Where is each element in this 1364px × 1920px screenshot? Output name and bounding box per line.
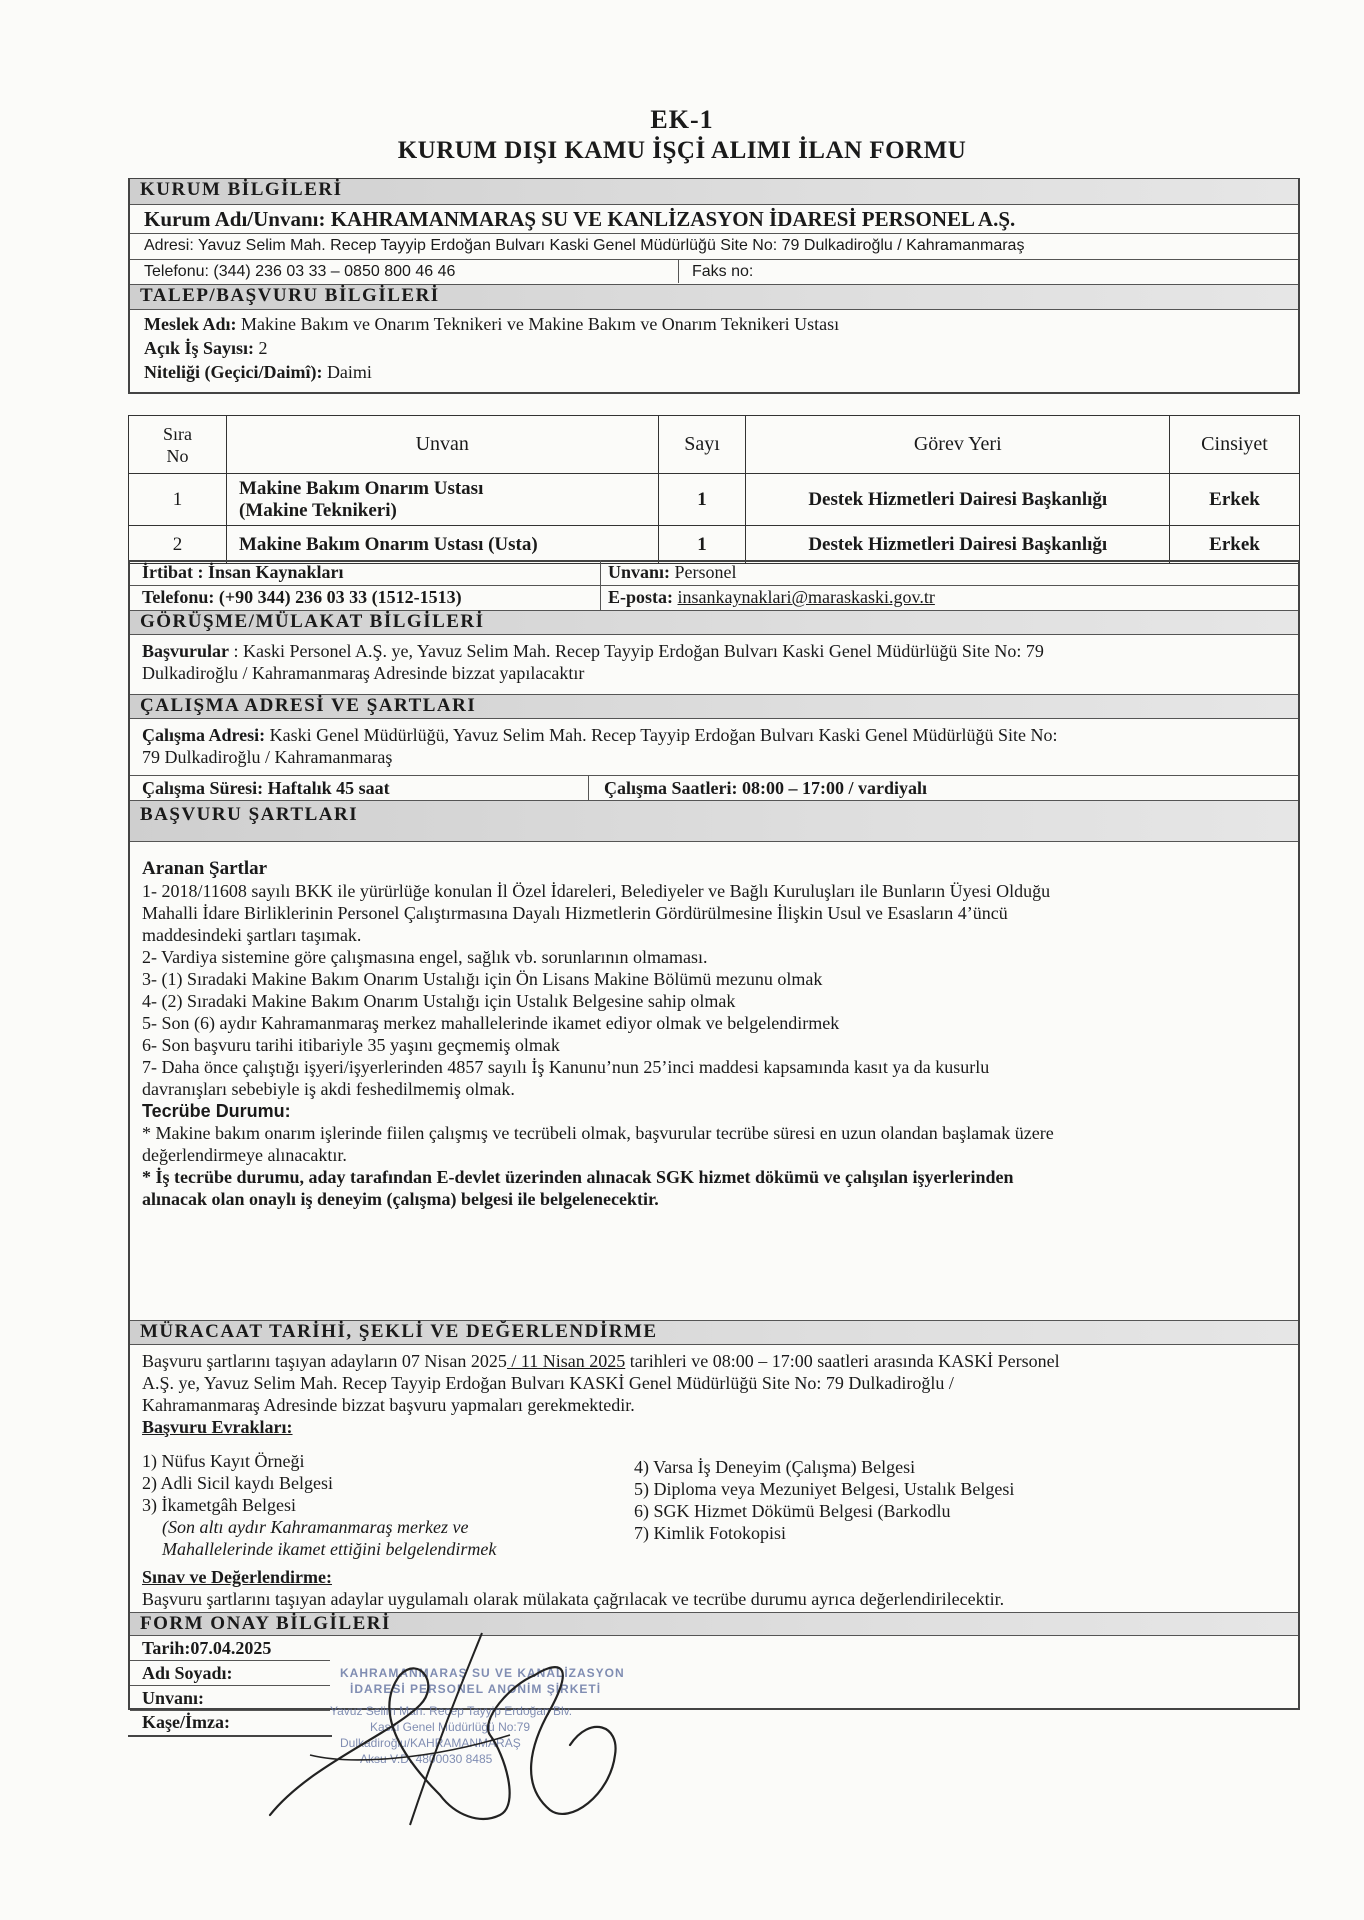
section-kurum: KURUM BİLGİLERİ [130, 179, 1298, 205]
signature [250, 1615, 670, 1845]
evrak-item: 6) SGK Hizmet Dökümü Belgesi (Barkodlu [634, 1501, 951, 1521]
onay-tarih: Tarih:07.04.2025 [142, 1638, 272, 1658]
nitelik-value: Daimi [326, 362, 372, 382]
tecrube-1b: değerlendirmeye alınacaktır. [142, 1145, 347, 1165]
evrak-item: 2) Adli Sicil kaydı Belgesi [142, 1473, 333, 1493]
evrak-left [142, 1450, 622, 1560]
header-gorev-yeri: Görev Yeri [746, 416, 1170, 474]
annex-number: EK-1 [650, 105, 714, 134]
row-cinsiyet: Erkek [1170, 526, 1300, 564]
irtibat-unvan-value: Personel [674, 562, 737, 582]
evrak-item: 3) İkametgâh Belgesi [142, 1495, 296, 1515]
row-gorev-yeri: Destek Hizmetleri Dairesi Başkanlığı [746, 474, 1170, 526]
row-cinsiyet: Erkek [1170, 474, 1300, 526]
sinav-title: Sınav ve Değerlendirme: [142, 1567, 332, 1587]
evrak-title: Başvuru Evrakları: [142, 1417, 293, 1437]
muracaat-line3: Kahramanmaraş Adresinde bizzat başvuru yapmaları gerekmektedir. [142, 1395, 635, 1415]
tecrube-2b: alınacak olan onaylı iş deneyim (çalışma) belgesi ile belgelenecektir. [142, 1189, 659, 1209]
irtibat-phone: Telefonu: (+90 344) 236 03 33 (1512-1513) [142, 587, 462, 607]
acik-label: Açık İş Sayısı: [144, 338, 255, 358]
kurum-phone: Telefonu: (344) 236 03 33 – 0850 800 46 46 [144, 263, 456, 280]
muracaat-line1a: Başvuru şartlarını taşıyan adayların 07 Nisan 2025 [142, 1351, 507, 1371]
sart-item: Mahalli İdare Birliklerinin Personel Çalıştırmasına Dayalı Hizmetlerin Gördürülmesine İlişkin Usul ve Esasların 4’üncü [142, 903, 1008, 923]
evrak-right [634, 1456, 1274, 1544]
form-title: KURUM DIŞI KAMU İŞÇİ ALIMI İLAN FORMU [397, 137, 967, 164]
stamp-line: İDARESİ PERSONEL ANONİM ŞİRKETİ [350, 1682, 602, 1696]
section-muracaat: MÜRACAAT TARİHİ, ŞEKLİ VE DEĞERLENDİRME [130, 1320, 1298, 1345]
evrak-item: 4) Varsa İş Deneyim (Çalışma) Belgesi [634, 1457, 916, 1477]
tecrube-1a: * Makine bakım onarım işlerinde fiilen çalışmış ve tecrübeli olmak, başvurular tecrübe süresi en uzun olandan başlamak üzere [142, 1123, 1054, 1143]
position-table [128, 415, 1300, 564]
stamp-line: Dulkadiroğlu/KAHRAMANMARAŞ [340, 1736, 521, 1750]
row-no: 1 [129, 474, 227, 526]
muracaat-line1b: / 11 Nisan 2025 [506, 1351, 626, 1371]
onay-adi: Adı Soyadı: [142, 1663, 233, 1683]
evrak-item: 1) Nüfus Kayıt Örneği [142, 1451, 305, 1471]
talep-nitelik [144, 362, 372, 383]
muracaat-line2: A.Ş. ye, Yavuz Selim Mah. Recep Tayyip Erdoğan Bulvarı KASKİ Genel Müdürlüğü Site No: 79 Dulkadiroğlu / [142, 1373, 954, 1393]
sart-item: 4- (2) Sıradaki Makine Bakım Onarım Ustalığı için Ustalık Belgesine sahip olmak [142, 991, 736, 1011]
calisma-adres-line1: Kaski Genel Müdürlüğü, Yavuz Selim Mah. Recep Tayyip Erdoğan Bulvarı Kaski Genel Müdürlüğü Site No: [269, 725, 1058, 745]
section-sartlar: BAŞVURU ŞARTLARI [130, 800, 1298, 842]
onay-unvan: Unvanı: [142, 1688, 205, 1708]
sart-item: 1- 2018/11608 sayılı BKK ile yürürlüğe konulan İl Özel İdareleri, Belediyeler ve Bağlı Kuruluşları ile Bunların Üyesi Olduğu [142, 881, 1051, 901]
sart-item: davranışları sebebiyle iş akdi feshedilmemiş olmak. [142, 1079, 515, 1099]
sinav-text [142, 1566, 1292, 1610]
evrak-note-2: Mahallelerinde ikamet ettiğini belgelendirmek [162, 1539, 497, 1559]
gorusme-line2: Dulkadiroğlu / Kahramanmaraş Adresinde bizzat yapılacaktır [142, 663, 585, 683]
calisma-adres [142, 724, 1292, 768]
stamp-line: KAHRAMANMARAŞ SU VE KANALİZASYON [340, 1666, 625, 1680]
header-sira: Sıra No [129, 416, 227, 474]
gorusme-line1: : Kaski Personel A.Ş. ye, Yavuz Selim Mah. Recep Tayyip Erdoğan Bulvarı Kaski Genel Müdürlüğü Site No: 79 [233, 641, 1044, 661]
tecrube-title: Tecrübe Durumu: [142, 1101, 291, 1121]
calisma-adres-line2: 79 Dulkadiroğlu / Kahramanmaraş [142, 747, 393, 767]
sart-item: 3- (1) Sıradaki Makine Bakım Onarım Ustalığı için Ön Lisans Makine Bölümü mezunu olmak [142, 969, 823, 989]
sartlar-text [142, 858, 1292, 1210]
talep-meslek [144, 314, 839, 335]
acik-value: 2 [258, 338, 268, 358]
calisma-adres-label: Çalışma Adresi: [142, 725, 266, 745]
meslek-value: Makine Bakım ve Onarım Teknikeri ve Makine Bakım ve Onarım Teknikeri Ustası [241, 314, 840, 334]
table-header [129, 416, 1300, 474]
muracaat-line1c: tarihleri ve 08:00 – 17:00 saatleri arasında KASKİ Personel [625, 1351, 1060, 1371]
row-unvan [226, 474, 658, 526]
kurum-address: Adresi: Yavuz Selim Mah. Recep Tayyip Erdoğan Bulvarı Kaski Genel Müdürlüğü Site No: 79 Dulkadiroğlu / Kahramanmaraş [144, 237, 1025, 254]
row-unvan: Makine Bakım Onarım Ustası (Usta) [226, 526, 658, 564]
kurum-fax: Faks no: [692, 263, 754, 280]
evrak-item: 5) Diploma veya Mezuniyet Belgesi, Ustalık Belgesi [634, 1479, 1015, 1499]
irtibat-label: İrtibat : İnsan Kaynakları [142, 562, 344, 582]
tecrube-2a: * İş tecrübe durumu, aday tarafından E-devlet üzerinden alınacak SGK hizmet dökümü ve çalışılan işyerlerinden [142, 1167, 1014, 1187]
sart-item: maddesindeki şartları taşımak. [142, 925, 362, 945]
table-row [129, 526, 1300, 564]
onay-kase: Kaşe/İmza: [142, 1712, 230, 1732]
muracaat-text [142, 1350, 1292, 1438]
section-calisma: ÇALIŞMA ADRESİ VE ŞARTLARI [130, 694, 1298, 719]
kurum-name [144, 207, 1015, 232]
sinav-body: Başvuru şartlarını taşıyan adaylar uygulamalı olarak mülakata çağrılacak ve tecrübe durumu ayrıca değerlendirilecektir. [142, 1589, 1005, 1609]
row-gorev-yeri: Destek Hizmetleri Dairesi Başkanlığı [746, 526, 1170, 564]
evrak-note-1: (Son altı aydır Kahramanmaraş merkez ve [162, 1517, 469, 1537]
kurum-name-label: Kurum Adı/Unvanı: [144, 207, 326, 231]
table-row [129, 474, 1300, 526]
section-talep: TALEP/BAŞVURU BİLGİLERİ [130, 284, 1298, 310]
row-no: 2 [129, 526, 227, 564]
header-sayi: Sayı [658, 416, 746, 474]
evrak-item: 7) Kimlik Fotokopisi [634, 1523, 787, 1543]
row-unvan-line2: (Makine Teknikeri) [238, 499, 397, 521]
irtibat-email [608, 587, 935, 608]
gorusme-label: Başvurular [142, 641, 230, 661]
talep-acik [144, 338, 268, 359]
sart-item: 2- Vardiya sistemine göre çalışmasına engel, sağlık vb. sorunlarının olmaması. [142, 947, 708, 967]
aranan-title: Aranan Şartlar [142, 858, 268, 879]
row-unvan-line1: Makine Bakım Onarım Ustası [238, 477, 484, 499]
irtibat-unvan [608, 562, 737, 583]
header-unvan: Unvan [226, 416, 658, 474]
sart-item: 5- Son (6) aydır Kahramanmaraş merkez mahallelerinde ikamet ediyor olmak ve belgelendirmek [142, 1013, 840, 1033]
stamp-line: Aksu V.D. 4800030 8485 [360, 1752, 493, 1766]
email-link[interactable]: insankaynaklari@maraskaski.gov.tr [677, 587, 935, 607]
kurum-name-value: KAHRAMANMARAŞ SU VE KANLİZASYON İDARESİ PERSONEL A.Ş. [330, 207, 1016, 231]
meslek-label: Meslek Adı: [144, 314, 237, 334]
sart-item: 6- Son başvuru tarihi itibariyle 35 yaşını geçmemiş olmak [142, 1035, 560, 1055]
email-label: E-posta: [608, 587, 674, 607]
section-onay: FORM ONAY BİLGİLERİ [130, 1612, 1298, 1636]
nitelik-label: Niteliği (Geçici/Daimî): [144, 362, 323, 382]
section-gorusme: GÖRÜŞME/MÜLAKAT BİLGİLERİ [130, 610, 1298, 635]
gorusme-text [142, 640, 1292, 684]
irtibat-unvan-label: Unvanı: [608, 562, 671, 582]
calisma-saat: Çalışma Saatleri: 08:00 – 17:00 / vardiyalı [604, 778, 927, 798]
row-sayi: 1 [658, 526, 746, 564]
stamp-line: Kaski Genel Müdürlüğü No:79 [370, 1720, 531, 1734]
row-sayi: 1 [658, 474, 746, 526]
sart-item: 7- Daha önce çalıştığı işyeri/işyerlerinden 4857 sayılı İş Kanunu’nun 25’inci maddesi kapsamında kasıt ya da kusurlu [142, 1057, 990, 1077]
stamp-line: Yavuz Selim Mah. Recep Tayyip Erdoğan Blv. [330, 1704, 573, 1718]
calisma-sure: Çalışma Süresi: Haftalık 45 saat [142, 778, 390, 798]
page-header [0, 105, 1364, 165]
header-cinsiyet: Cinsiyet [1170, 416, 1300, 474]
